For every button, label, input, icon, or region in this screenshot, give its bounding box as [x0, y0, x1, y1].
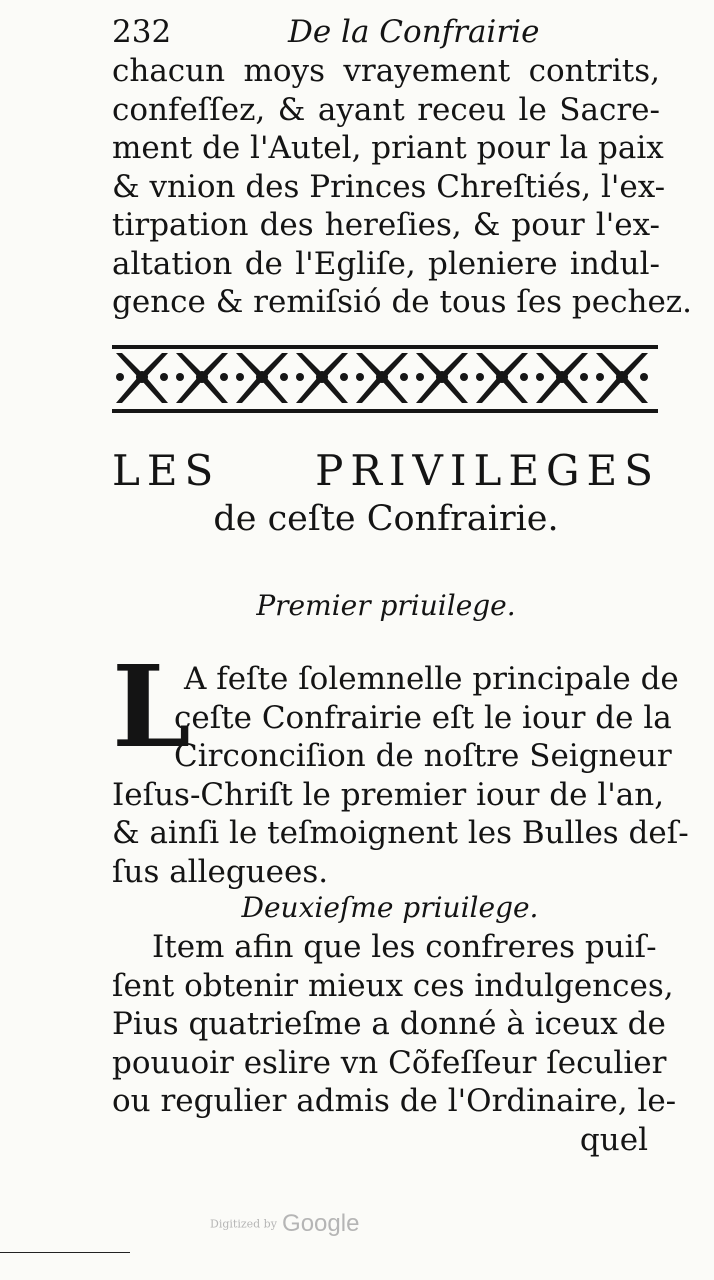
- text-line: ſent obtenir mieux ces indulgences,: [112, 967, 674, 1004]
- text-line: Pius quatrieſme a donné à iceux de: [112, 1006, 666, 1042]
- text-line: A feſte ſolemnelle principale de: [184, 661, 679, 697]
- text-line: Item afin que les confreres puiſ-: [152, 929, 657, 965]
- running-header: [112, 14, 674, 50]
- text-line: ſus alleguees.: [112, 853, 329, 890]
- text-line: & vnion des Princes Chreſtiés, l'ex-: [112, 168, 666, 205]
- catchword: quel: [579, 1121, 648, 1158]
- section-heading: LES PRIVILEGES: [112, 446, 660, 495]
- text-line: confeſſez, & ayant receu le Sacre-: [112, 91, 660, 128]
- text-line: gence & remiſsió de tous ſes pechez.: [112, 284, 692, 320]
- first-privilege-paragraph: [112, 642, 689, 891]
- watermark-brand: Google: [282, 1210, 360, 1237]
- text-line: ceſte Confrairie eſt le iour de la: [174, 699, 672, 736]
- top-paragraph: [112, 52, 692, 322]
- watermark-prefix: Digitized by: [210, 1217, 277, 1231]
- text-line: & ainſi le teſmoignent les Bulles deſ-: [112, 815, 689, 851]
- first-privilege-title: Premier priuilege.: [256, 589, 516, 622]
- page-edge-line: [0, 1252, 130, 1253]
- text-line: ment de l'Autel, priant pour la paix: [112, 130, 664, 166]
- text-line: Circonciſion de noſtre Seigneur: [174, 738, 672, 774]
- text-line: tirpation des hereſies, & pour l'ex-: [112, 207, 660, 243]
- section-subheading: de ceſte Confrairie.: [213, 499, 559, 539]
- second-privilege-title: Deuxieſme priuilege.: [241, 891, 539, 924]
- running-title: De la Confrairie: [288, 14, 540, 50]
- drop-cap: L: [112, 642, 191, 773]
- text-line: Ieſus-Chriſt le premier iour de l'an,: [112, 776, 665, 813]
- text-line: altation de l'Egliſe, pleniere indul-: [112, 245, 660, 282]
- text-line: ou regulier admis de l'Ordinaire, le-: [112, 1083, 677, 1119]
- digitization-watermark: [210, 1210, 359, 1240]
- second-privilege-paragraph: [112, 928, 677, 1159]
- text-line: chacun moys vrayement contrits,: [112, 53, 660, 89]
- decorative-ornament-band: [112, 343, 658, 415]
- text-line: pouuoir eslire vn Cõfeſſeur ſeculier: [112, 1044, 667, 1081]
- page-number: 232: [112, 14, 172, 50]
